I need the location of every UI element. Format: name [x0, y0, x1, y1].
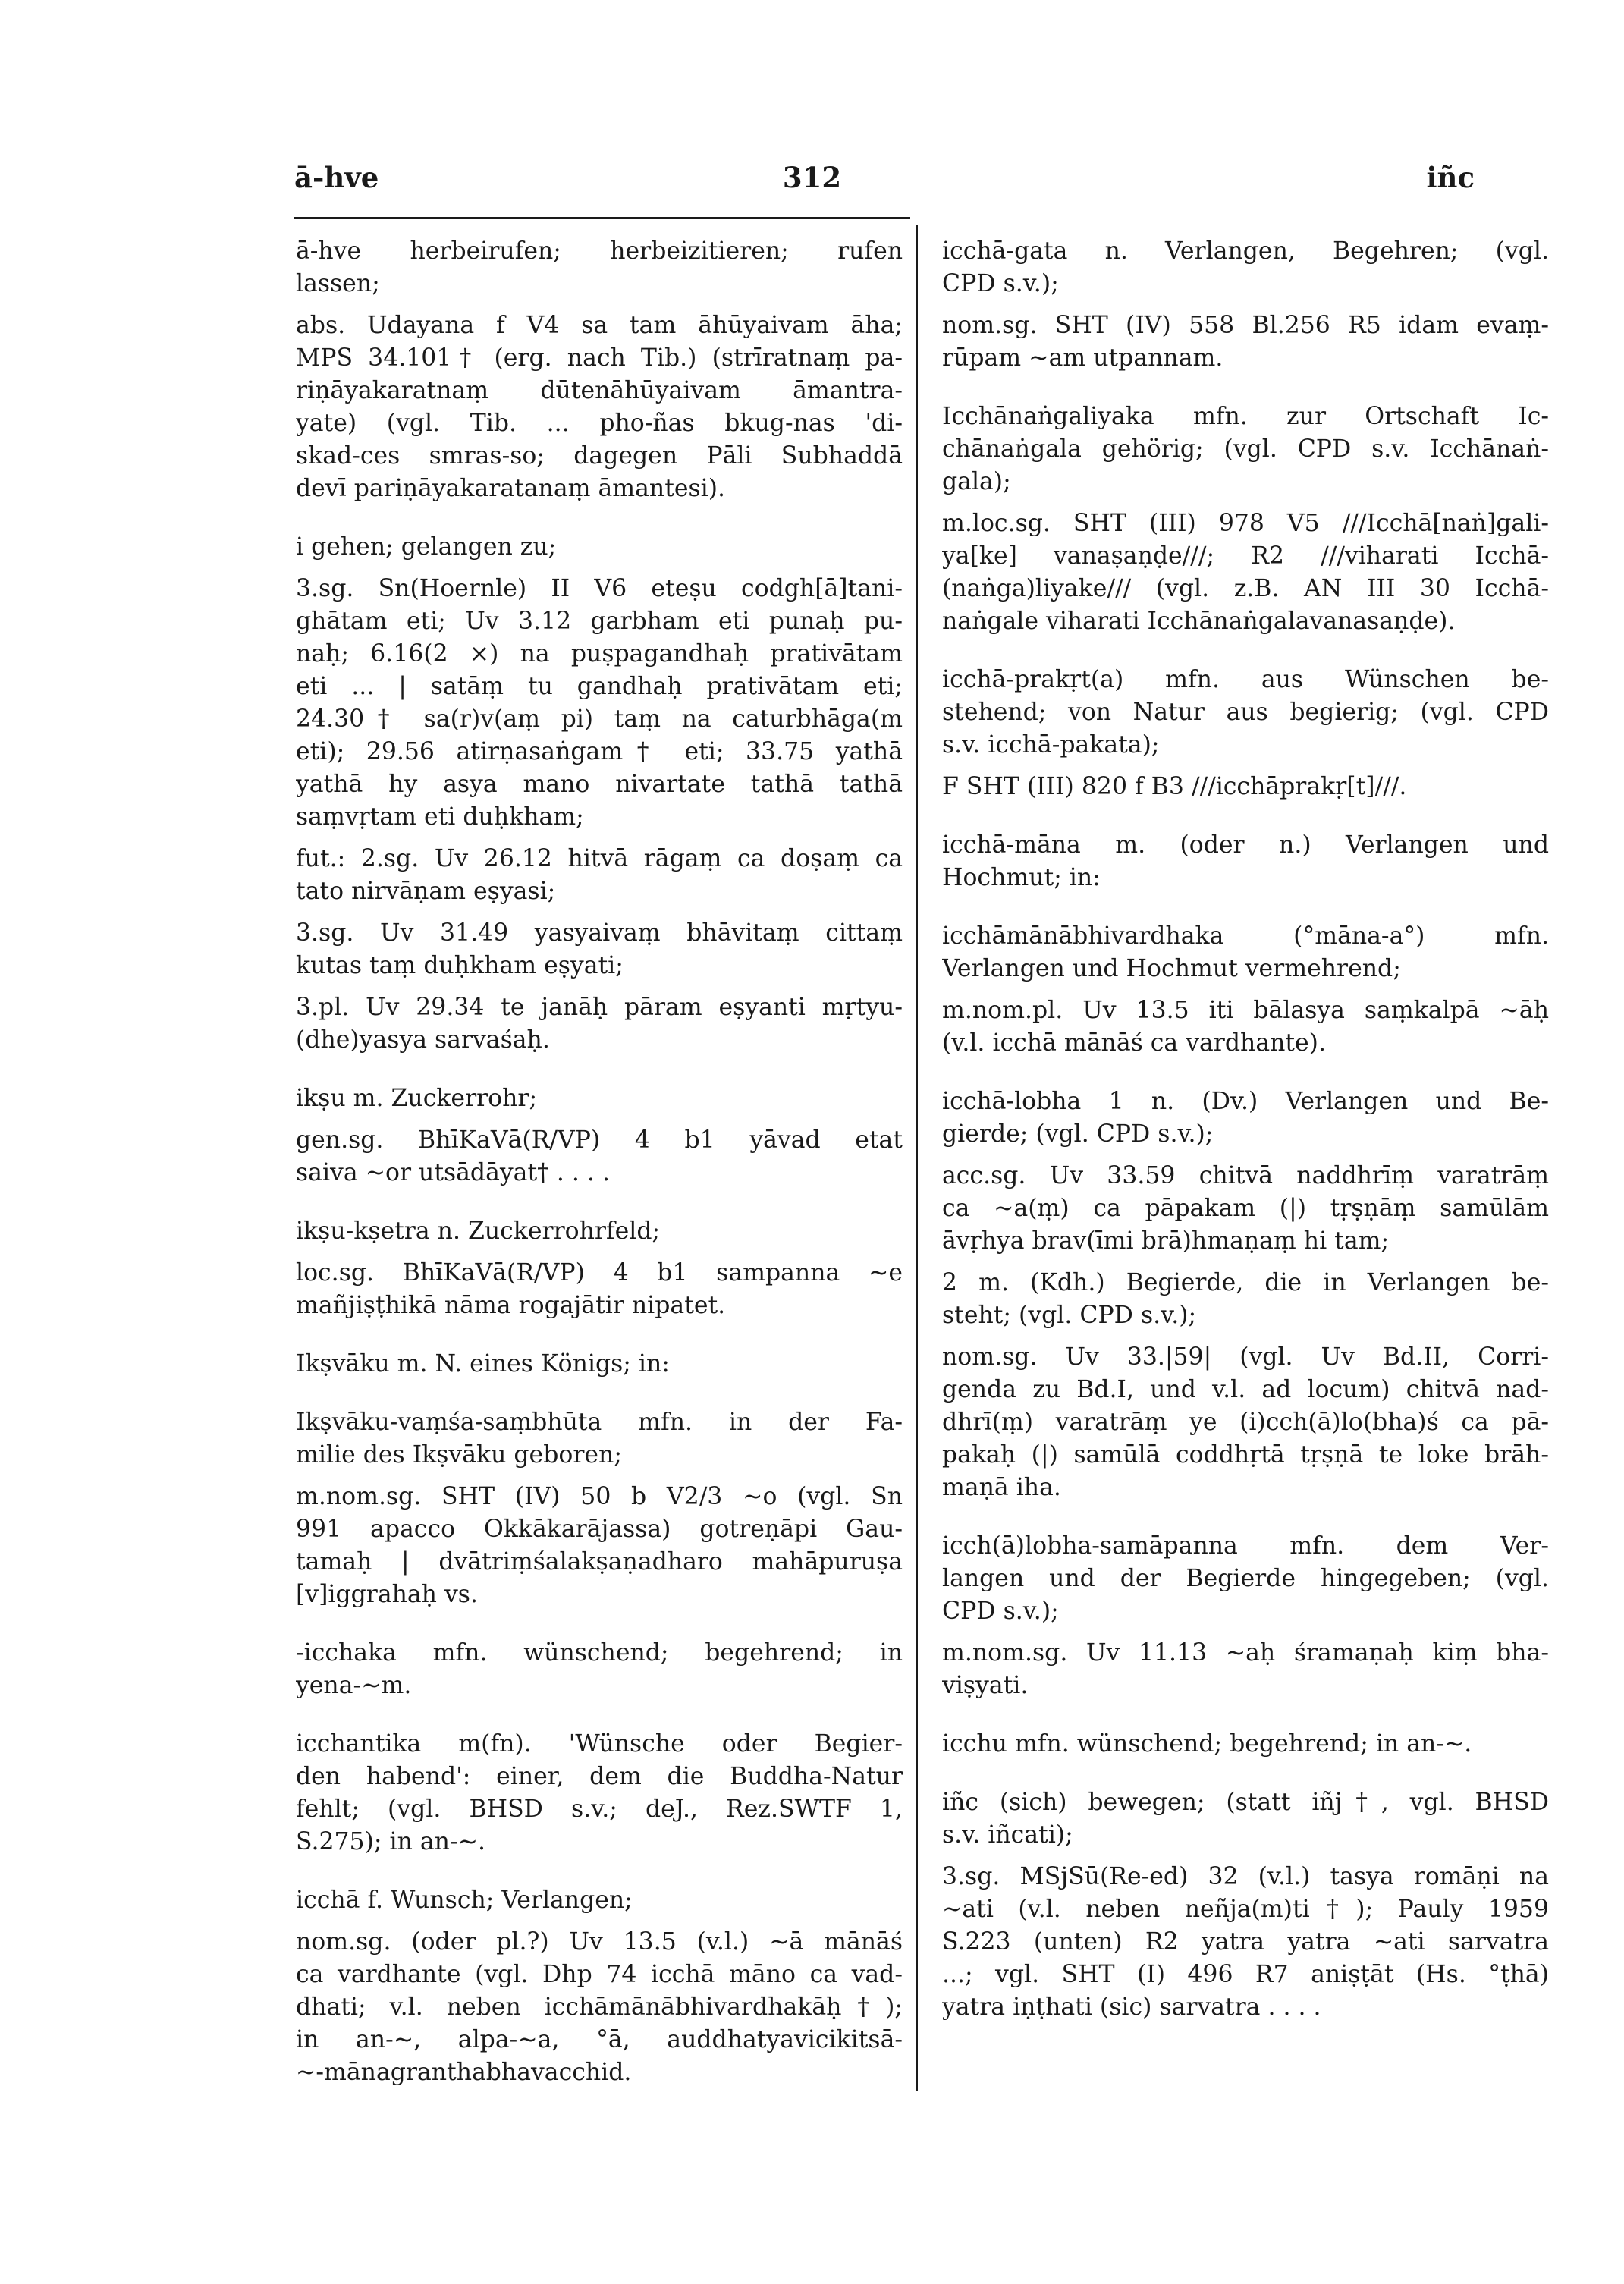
dictionary-entry: [942, 401, 1549, 638]
dictionary-entry: [296, 1348, 903, 1381]
entry-line: S.223 (unten) R2 yatra yatra ~ati sarvatra: [942, 1928, 1549, 1956]
entry-line: ca vardhante (vgl. Dhp 74 icchā māno ca vad-: [296, 1961, 903, 1988]
dictionary-entry: [296, 1884, 903, 2089]
entry-line: Hochmut; in:: [942, 864, 1101, 891]
entry-line: Verlangen und Hochmut vermehrend;: [942, 955, 1401, 982]
entry-line: yena-~m.: [296, 1672, 412, 1699]
entry-gap: [296, 982, 903, 991]
entry-gap: [942, 985, 1549, 994]
entry-line: icchantika m(fn). 'Wünsche oder Begier-: [296, 1730, 903, 1758]
entry-line: m.nom.pl. Uv 13.5 iti bālasya saṃkalpā ~āḥ: [942, 997, 1549, 1024]
dictionary-entry: [296, 1637, 903, 1702]
right-column: [942, 235, 1549, 2050]
entry-line: icchā-lobha 1 n. (Dv.) Verlangen und Be-: [942, 1088, 1549, 1115]
entry-line: fehlt; (vgl. BHSD s.v.; deJ., Rez.SWTF 1,: [296, 1795, 903, 1823]
entry-line: icchāmānābhivardhaka (°māna-a°) mfn.: [942, 922, 1549, 950]
entry-line: nom.sg. (oder pl.?) Uv 13.5 (v.l.) ~ā mānāś: [296, 1928, 903, 1956]
entry-line: F SHT (III) 820 f B3 ///icchāprakṛ[t]///.: [942, 773, 1407, 800]
entry-line: genda zu Bd.I, und v.l. ad locum) chitvā nad-: [942, 1376, 1549, 1403]
dictionary-entry: [942, 829, 1549, 894]
entry-line: gierde; (vgl. CPD s.v.);: [942, 1120, 1214, 1148]
entry-line: dhrī(ṃ) varatrāṃ ye (i)cch(ā)lo(bha)ś ca pā-: [942, 1409, 1549, 1436]
entry-line: stehend; von Natur aus begierig; (vgl. CPD: [942, 699, 1549, 726]
entry-line: langen und der Begierde hingegeben; (vgl.: [942, 1565, 1549, 1592]
page-number: 312: [782, 161, 842, 194]
entry-gap: [296, 1917, 903, 1926]
entry-line: ikṣu m. Zuckerrohr;: [296, 1085, 538, 1112]
dictionary-entry: [942, 235, 1549, 375]
entry-gap: [942, 1332, 1549, 1341]
entry-line: ā-hve herbeirufen; herbeizitieren; rufen: [296, 237, 903, 265]
entry-gap: [296, 1115, 903, 1124]
dictionary-entry: [942, 1085, 1549, 1504]
entry-line: naṅgale viharati Icchānaṅgalavanasaṇḍe).: [942, 608, 1456, 635]
entry-gap: [942, 498, 1549, 507]
entry-line: m.loc.sg. SHT (III) 978 V5 ///Icchā[naṅ]gali-: [942, 510, 1549, 537]
dictionary-entry: [942, 1728, 1549, 1761]
entry-line: gen.sg. BhīKaVā(R/VP) 4 b1 yāvad etat: [296, 1126, 903, 1154]
entry-line: s.v. iñcati);: [942, 1821, 1073, 1849]
entry-gap: [296, 1248, 903, 1257]
entry-line: saṃvṛtam eti duḥkham;: [296, 803, 584, 831]
entry-line: yatra iṇṭhati (sic) sarvatra . . . .: [942, 1993, 1321, 2021]
entry-line: gala);: [942, 468, 1011, 495]
entry-line: in an-~, alpa-~a, °ā, auddhatyavicikitsā-: [296, 2026, 903, 2053]
entry-line: Ikṣvāku-vaṃśa-saṃbhūta mfn. in der Fa-: [296, 1409, 903, 1436]
entry-line: 24.30† sa(r)v(aṃ pi) taṃ na caturbhāga(m: [296, 705, 903, 733]
entry-line: pakaḥ (|) samūlā coddhṛtā tṛṣṇā te loke brāh-: [942, 1441, 1549, 1469]
entry-line: tato nirvāṇam eṣyasi;: [296, 878, 556, 905]
dictionary-entry: [296, 1082, 903, 1189]
entry-line: ghātam eti; Uv 3.12 garbham eti punaḥ pu-: [296, 608, 903, 635]
entry-line: milie des Ikṣvāku geboren;: [296, 1441, 622, 1469]
entry-gap: [296, 834, 903, 843]
entry-line: icchā f. Wunsch; Verlangen;: [296, 1887, 633, 1914]
dictionary-entry: [296, 235, 903, 505]
entry-line: -icchaka mfn. wünschend; begehrend; in: [296, 1639, 903, 1667]
entry-line: viṣyati.: [942, 1672, 1029, 1699]
entry-gap: [296, 300, 903, 309]
entry-line: 3.sg. Sn(Hoernle) II V6 eteṣu codgh[ā]tani-: [296, 575, 903, 602]
entry-line: den habend': einer, dem die Buddha-Natur: [296, 1763, 903, 1790]
dictionary-entry: [942, 920, 1549, 1060]
entry-line: ~ati (v.l. neben neñja(m)ti†); Pauly 1959: [942, 1896, 1549, 1923]
entry-line: acc.sg. Uv 33.59 chitvā naddhrīṃ varatrāṃ: [942, 1162, 1549, 1189]
entry-gap: [942, 1151, 1549, 1160]
entry-line: m.nom.sg. SHT (IV) 50 b V2/3 ~o (vgl. Sn: [296, 1483, 903, 1510]
entry-line: tamaḥ | dvātriṃśalakṣaṇadharo mahāpuruṣa: [296, 1548, 903, 1576]
entry-line: icchā-māna m. (oder n.) Verlangen und: [942, 831, 1549, 859]
dictionary-entry: [296, 1406, 903, 1611]
entry-gap: [942, 300, 1549, 309]
entry-gap: [942, 1258, 1549, 1267]
entry-line: ca ~a(ṃ) ca pāpakam (|) tṛṣṇāṃ samūlām: [942, 1195, 1549, 1222]
dictionary-entry: [942, 1786, 1549, 2024]
entry-line: ~-mānagranthabhavacchid.: [296, 2059, 632, 2086]
header-rule: [294, 217, 910, 219]
entry-line: MPS 34.101† (erg. nach Tib.) (strīratnaṃ pa-: [296, 344, 903, 372]
entry-line: ya[ke] vanaṣaṇḍe///; R2 ///viharati Icchā-: [942, 542, 1549, 570]
entry-line: 3.sg. Uv 31.49 yasyaivaṃ bhāvitaṃ cittaṃ: [296, 919, 903, 947]
entry-line: 3.pl. Uv 29.34 te janāḥ pāram eṣyanti mṛtyu-: [296, 994, 903, 1021]
entry-line: dhati; v.l. neben icchāmānābhivardhakāḥ†);: [296, 1993, 903, 2021]
entry-line: icchu mfn. wünschend; begehrend; in an-~.: [942, 1730, 1472, 1758]
entry-gap: [296, 564, 903, 573]
entry-line: riṇāyakaratnaṃ dūtenāhūyaivam āmantra-: [296, 377, 903, 404]
column-divider: [916, 225, 918, 2091]
entry-gap: [296, 1472, 903, 1481]
running-head-left: ā-hve: [294, 161, 379, 194]
entry-line: iñc (sich) bewegen; (statt iñj†, vgl. BHSD: [942, 1789, 1549, 1816]
entry-line: CPD s.v.);: [942, 1598, 1059, 1625]
entry-line: 991 apacco Okkākarājassa) gotreṇāpi Gau-: [296, 1516, 903, 1543]
entry-gap: [296, 908, 903, 917]
entry-line: mañjiṣṭhikā nāma rogajātir nipatet.: [296, 1292, 726, 1319]
dictionary-entry: [942, 1530, 1549, 1702]
dictionary-entry: [942, 664, 1549, 803]
entry-line: chānaṅgala gehörig; (vgl. CPD s.v. Icchānaṅ-: [942, 435, 1549, 463]
entry-line: lassen;: [296, 270, 380, 297]
entry-line: (dhe)yasya sarvaśaḥ.: [296, 1026, 550, 1054]
entry-line: eti); 29.56 atirṇasaṅgam† eti; 33.75 yathā: [296, 738, 903, 765]
running-head-right: iñc: [1426, 161, 1475, 194]
entry-line: CPD s.v.);: [942, 270, 1059, 297]
dictionary-entry: [296, 1215, 903, 1322]
entry-line: 2 m. (Kdh.) Begierde, die in Verlangen be-: [942, 1269, 1549, 1296]
entry-line: nom.sg. SHT (IV) 558 Bl.256 R5 idam evaṃ-: [942, 312, 1549, 339]
entry-line: icchā-gata n. Verlangen, Begehren; (vgl.: [942, 237, 1549, 265]
entry-line: 3.sg. MSjSū(Re-ed) 32 (v.l.) tasya romāṇi na: [942, 1863, 1549, 1890]
dictionary-entry: [296, 531, 903, 1057]
entry-gap: [942, 762, 1549, 771]
entry-line: saiva ~or utsādāyat† . . . .: [296, 1159, 610, 1186]
entry-line: steht; (vgl. CPD s.v.);: [942, 1302, 1197, 1329]
entry-line: maṇā iha.: [942, 1474, 1061, 1501]
entry-line: yathā hy asya mano nivartate tathā tathā: [296, 771, 903, 798]
entry-line: Ikṣvāku m. N. eines Königs; in:: [296, 1350, 670, 1378]
entry-line: nom.sg. Uv 33.|59| (vgl. Uv Bd.II, Corri-: [942, 1343, 1549, 1371]
entry-line: Icchānaṅgaliyaka mfn. zur Ortschaft Ic-: [942, 403, 1549, 430]
entry-line: devī pariṇāyakaratanaṃ āmantesi).: [296, 475, 726, 502]
entry-line: (naṅga)liyake/// (vgl. z.B. AN III 30 Icchā-: [942, 575, 1549, 602]
entry-gap: [942, 1852, 1549, 1861]
entry-line: abs. Udayana f V4 sa tam āhūyaivam āha;: [296, 312, 903, 339]
entry-line: eti ... | satāṃ tu gandhaḥ prativātam eti;: [296, 673, 903, 700]
entry-line: icchā-prakṛt(a) mfn. aus Wünschen be-: [942, 666, 1549, 693]
entry-line: skad-ces smras-so; dagegen Pāli Subhaddā: [296, 442, 903, 470]
entry-line: yate) (vgl. Tib. ... pho-ñas bkug-nas 'di-: [296, 410, 903, 437]
entry-line: ikṣu-kṣetra n. Zuckerrohrfeld;: [296, 1217, 661, 1245]
dictionary-entry: [296, 1728, 903, 1858]
entry-line: naḥ; 6.16(2 ×) na puṣpagandhaḥ prativātam: [296, 640, 903, 668]
entry-line: i gehen; gelangen zu;: [296, 533, 557, 561]
entry-line: (v.l. icchā mānāś ca vardhante).: [942, 1029, 1326, 1057]
entry-line: icch(ā)lobha-samāpanna mfn. dem Ver-: [942, 1532, 1549, 1560]
entry-line: fut.: 2.sg. Uv 26.12 hitvā rāgaṃ ca doṣaṃ ca: [296, 845, 903, 872]
entry-gap: [942, 1628, 1549, 1637]
left-column: [296, 235, 903, 2115]
entry-line: ...; vgl. SHT (I) 496 R7 aniṣṭāt (Hs. °ṭhā): [942, 1961, 1549, 1988]
entry-line: S.275); in an-~.: [296, 1828, 486, 1855]
entry-line: kutas taṃ duḥkham eṣyati;: [296, 952, 624, 979]
entry-line: [v]iggrahaḥ vs.: [296, 1581, 478, 1608]
entry-line: loc.sg. BhīKaVā(R/VP) 4 b1 sampanna ~e: [296, 1259, 903, 1287]
entry-line: rūpam ~am utpannam.: [942, 344, 1223, 372]
entry-line: s.v. icchā-pakata);: [942, 731, 1160, 759]
entry-line: āvṛhya brav(īmi brā)hmaṇaṃ hi tam;: [942, 1227, 1390, 1255]
entry-line: m.nom.sg. Uv 11.13 ~aḥ śramaṇaḥ kiṃ bha-: [942, 1639, 1549, 1667]
